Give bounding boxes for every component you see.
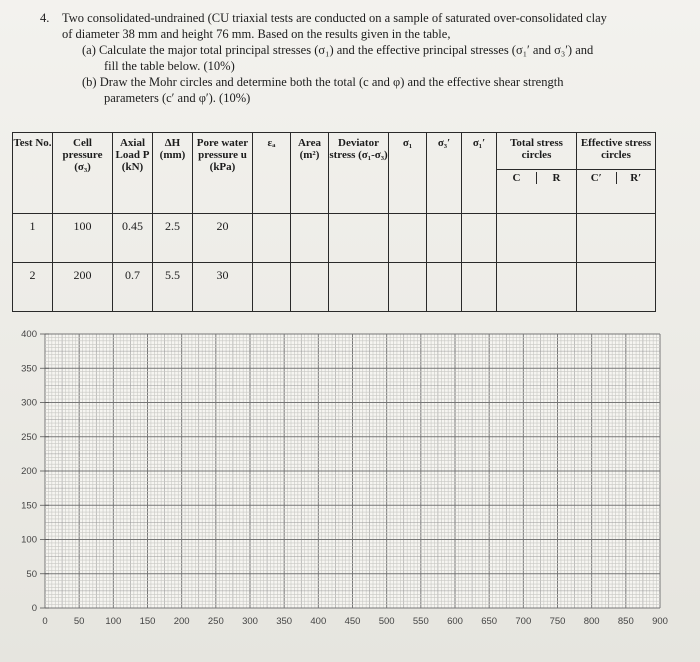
cell-empty[interactable] <box>462 263 497 312</box>
cell-test: 1 <box>13 214 53 263</box>
cell-empty[interactable] <box>577 263 656 312</box>
x-tick-label: 400 <box>310 616 327 627</box>
total-r-label: R <box>536 172 576 184</box>
cell-empty[interactable] <box>253 214 291 263</box>
cell-pore: 20 <box>193 214 253 263</box>
cell-empty[interactable] <box>497 263 577 312</box>
part-a-line-1: (a) Calculate the major total principal stresses (σ₁) and the effective principal stresses (σ₁′ and σ₃′) and <box>82 43 594 57</box>
x-tick-label: 150 <box>139 616 156 627</box>
question-text <box>40 10 650 106</box>
results-table <box>12 132 656 312</box>
table-row <box>13 214 656 263</box>
y-tick-label: 0 <box>31 603 37 614</box>
header-effective-stress-circles <box>577 133 656 214</box>
header-total-stress-circles <box>497 133 577 214</box>
y-tick-label: 200 <box>21 466 37 477</box>
y-tick-label: 150 <box>21 500 37 512</box>
x-tick-label: 700 <box>515 616 532 627</box>
cell-test: 2 <box>13 263 53 312</box>
y-tick-label: 350 <box>21 363 37 375</box>
cell-empty[interactable] <box>577 214 656 263</box>
cell-pore: 30 <box>193 263 253 312</box>
question-line-2: of diameter 38 mm and height 76 mm. Based on the results given in the table, <box>62 27 451 41</box>
cell-empty[interactable] <box>389 214 427 263</box>
total-c-label: C <box>512 172 521 184</box>
header-strain: εₐ <box>253 133 291 214</box>
x-tick-label: 100 <box>105 616 122 627</box>
y-tick-label: 50 <box>26 568 37 580</box>
question-line-1: Two consolidated-undrained (CU triaxial tests are conducted on a sample of saturated over-consolidated clay <box>62 11 607 25</box>
cell-empty[interactable] <box>291 214 329 263</box>
header-sigma1-eff: σ₁′ <box>462 133 497 214</box>
x-tick-label: 0 <box>42 616 48 627</box>
x-tick-label: 200 <box>173 616 190 627</box>
x-tick-label: 300 <box>242 616 258 627</box>
effective-r-label: R′ <box>616 172 656 184</box>
cell-pressure: 100 <box>53 214 113 263</box>
cell-empty[interactable] <box>329 263 389 312</box>
cell-empty[interactable] <box>253 263 291 312</box>
x-tick-label: 350 <box>276 616 293 627</box>
cell-axial: 0.7 <box>113 263 153 312</box>
cell-empty[interactable] <box>427 214 462 263</box>
header-sigma3-eff: σ₃′ <box>427 133 462 214</box>
x-tick-label: 550 <box>412 616 429 627</box>
cell-dh: 5.5 <box>153 263 193 312</box>
cell-empty[interactable] <box>389 263 427 312</box>
part-b-line-2: parameters (c′ and φ′). (10%) <box>104 91 251 105</box>
table-row <box>13 263 656 312</box>
y-tick-label: 100 <box>21 534 37 546</box>
cell-empty[interactable] <box>291 263 329 312</box>
header-cell-pressure: Cell pressure (σ₃) <box>53 133 113 214</box>
cell-empty[interactable] <box>462 214 497 263</box>
effective-stress-label: Effective stress circles <box>580 137 652 161</box>
header-pore-pressure: Pore water pressure u (kPa) <box>193 133 253 214</box>
x-tick-label: 450 <box>344 616 361 627</box>
cell-axial: 0.45 <box>113 214 153 263</box>
cell-empty[interactable] <box>497 214 577 263</box>
total-stress-label: Total stress circles <box>510 137 563 161</box>
x-tick-label: 600 <box>447 616 463 627</box>
x-tick-label: 850 <box>617 616 634 627</box>
x-tick-label: 500 <box>378 616 395 627</box>
mohr-circle-graph-paper[interactable] <box>0 320 700 640</box>
x-tick-label: 750 <box>549 616 566 627</box>
effective-c-label: C′ <box>590 172 602 184</box>
header-test-no: Test No. <box>13 133 53 214</box>
x-tick-label: 800 <box>583 616 600 627</box>
header-deviator-stress: Deviator stress (σ₁-σ₃) <box>329 133 389 214</box>
part-a-line-2: fill the table below. (10%) <box>104 59 235 73</box>
cell-empty[interactable] <box>427 263 462 312</box>
y-tick-label: 300 <box>21 397 37 409</box>
header-axial-load: Axial Load P (kN) <box>113 133 153 214</box>
cell-empty[interactable] <box>329 214 389 263</box>
x-tick-label: 250 <box>207 616 224 627</box>
header-area: Area (m²) <box>291 133 329 214</box>
question-number: 4. <box>40 11 50 25</box>
cell-pressure: 200 <box>53 263 113 312</box>
part-b-line-1: (b) Draw the Mohr circles and determine both the total (c and φ) and the effective shear strength <box>82 75 564 89</box>
y-tick-label: 250 <box>21 431 37 443</box>
x-tick-label: 50 <box>73 616 85 627</box>
x-tick-label: 650 <box>481 616 498 627</box>
y-tick-label: 400 <box>21 329 37 340</box>
x-tick-label: 900 <box>652 616 668 627</box>
header-sigma1: σ₁ <box>389 133 427 214</box>
cell-dh: 2.5 <box>153 214 193 263</box>
header-delta-h: ΔH (mm) <box>153 133 193 214</box>
